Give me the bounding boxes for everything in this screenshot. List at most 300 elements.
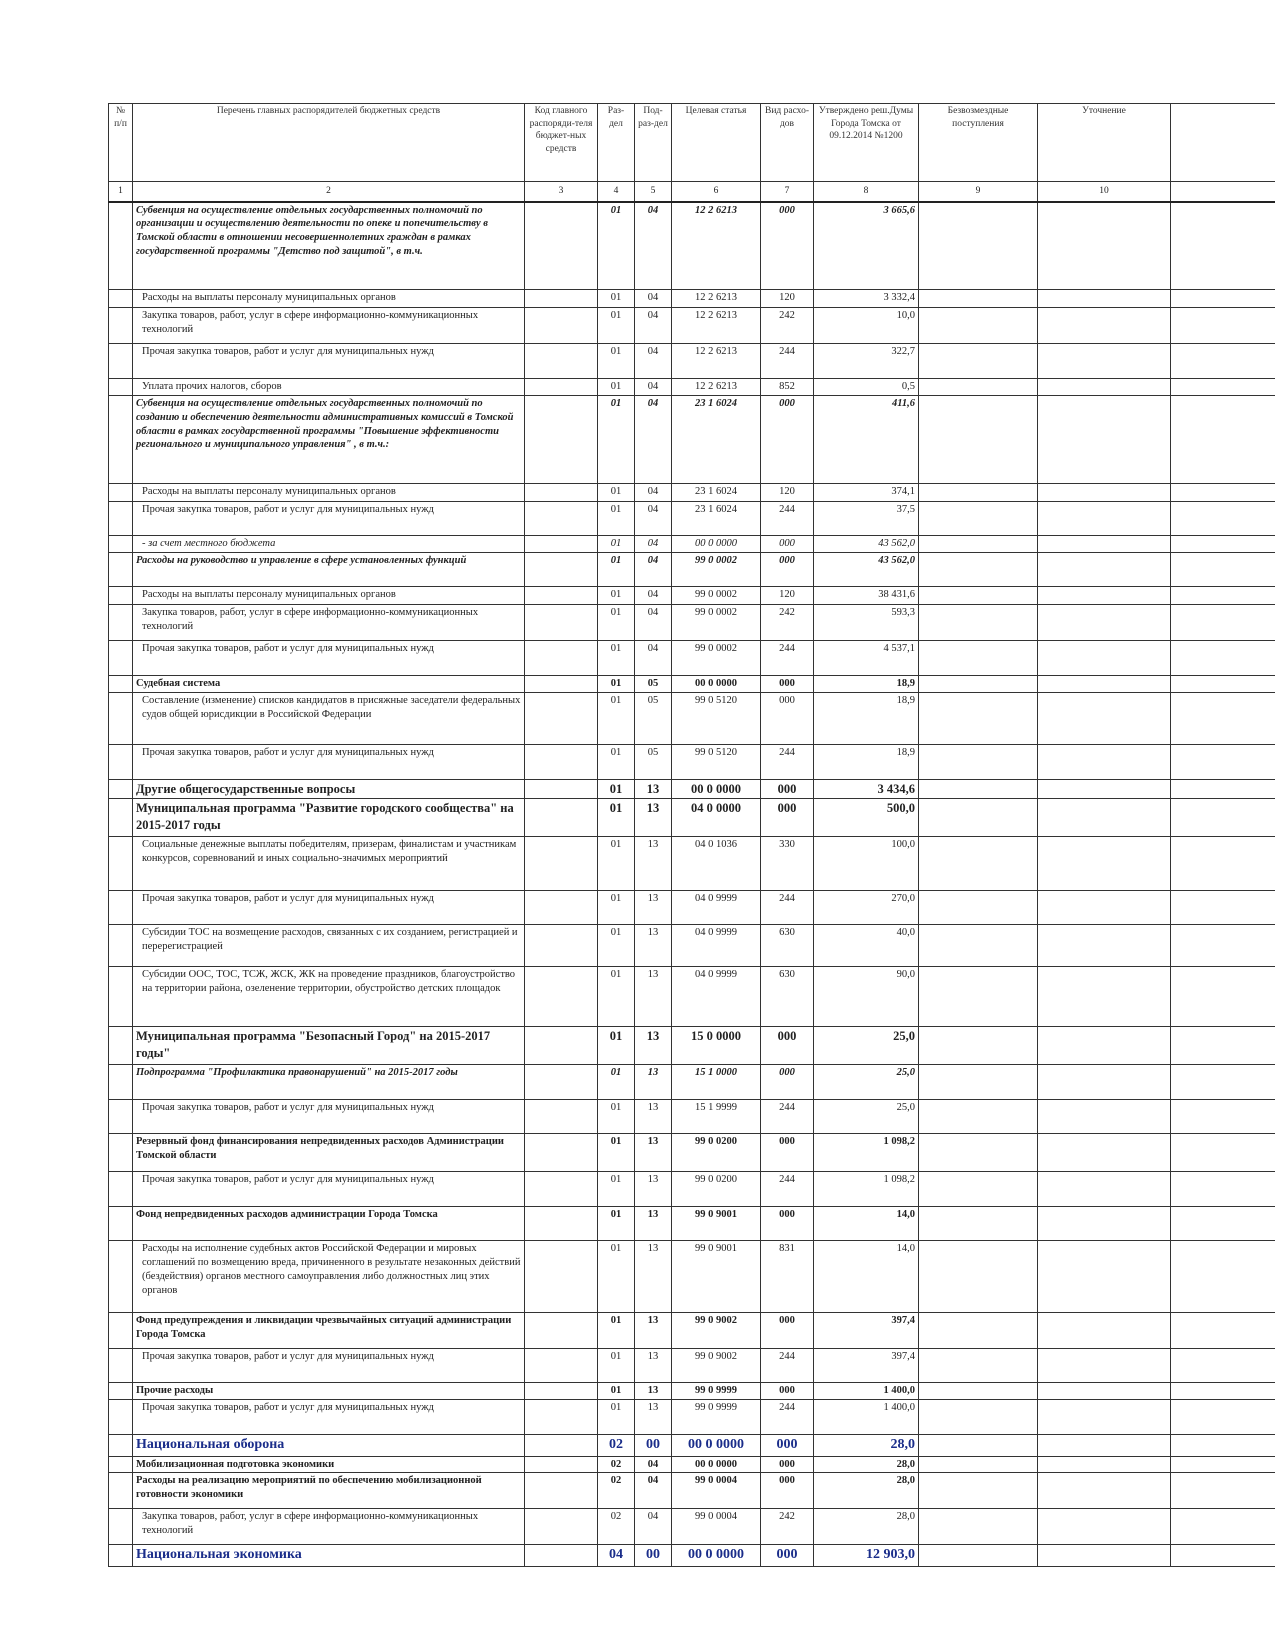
cell-target-article: 00 0 0000 — [672, 1435, 761, 1456]
cell-code — [525, 501, 598, 535]
cell-code — [525, 1207, 598, 1241]
cell-approved: 14,0 — [814, 1207, 919, 1241]
table-row — [109, 1027, 1275, 1065]
cell-extra — [1171, 379, 1275, 396]
header-gratuitous: Безвозмездные поступления — [919, 104, 1038, 182]
colnum: 7 — [761, 182, 814, 202]
cell-expense-type: 244 — [761, 640, 814, 675]
cell-target-article: 15 1 9999 — [672, 1100, 761, 1134]
cell-section: 01 — [598, 1349, 635, 1383]
cell-code — [525, 1241, 598, 1313]
cell-approved: 28,0 — [814, 1473, 919, 1509]
cell-subsection: 00 — [635, 1545, 672, 1566]
cell-clarification — [1038, 1134, 1171, 1172]
cell-index — [109, 1383, 133, 1400]
cell-gratuitous — [919, 1456, 1038, 1473]
cell-section: 01 — [598, 675, 635, 692]
cell-code — [525, 779, 598, 799]
cell-code — [525, 967, 598, 1027]
cell-name: Подпрограмма "Профилактика правонарушений" на 2015-2017 годы — [133, 1065, 525, 1100]
cell-target-article: 99 0 0200 — [672, 1134, 761, 1172]
header-recipients: Перечень главных распорядителей бюджетных средств — [133, 104, 525, 182]
cell-gratuitous — [919, 395, 1038, 483]
cell-target-article: 04 0 9999 — [672, 967, 761, 1027]
cell-expense-type: 000 — [761, 535, 814, 552]
colnum-extra — [1171, 182, 1275, 202]
cell-extra — [1171, 1545, 1275, 1566]
cell-extra — [1171, 1400, 1275, 1435]
header-subsection: Под-раз-дел — [635, 104, 672, 182]
cell-subsection: 13 — [635, 1207, 672, 1241]
cell-approved: 25,0 — [814, 1027, 919, 1065]
cell-section: 01 — [598, 640, 635, 675]
cell-section: 01 — [598, 552, 635, 586]
cell-target-article: 12 2 6213 — [672, 290, 761, 308]
cell-subsection: 04 — [635, 1509, 672, 1545]
table-row — [109, 1313, 1275, 1349]
cell-section: 04 — [598, 1545, 635, 1566]
cell-clarification — [1038, 640, 1171, 675]
table-row — [109, 1400, 1275, 1435]
cell-code — [525, 1100, 598, 1134]
table-body — [109, 202, 1275, 1567]
table-row — [109, 604, 1275, 640]
cell-index — [109, 308, 133, 344]
cell-clarification — [1038, 1349, 1171, 1383]
cell-subsection: 04 — [635, 604, 672, 640]
cell-clarification — [1038, 290, 1171, 308]
cell-target-article: 12 2 6213 — [672, 379, 761, 396]
cell-expense-type: 330 — [761, 837, 814, 891]
cell-gratuitous — [919, 1313, 1038, 1349]
cell-clarification — [1038, 675, 1171, 692]
cell-clarification — [1038, 1456, 1171, 1473]
cell-expense-type: 000 — [761, 692, 814, 744]
cell-index — [109, 483, 133, 501]
header-extra — [1171, 104, 1275, 182]
cell-clarification — [1038, 552, 1171, 586]
cell-code — [525, 535, 598, 552]
cell-gratuitous — [919, 744, 1038, 779]
cell-target-article: 00 0 0000 — [672, 779, 761, 799]
cell-section: 02 — [598, 1456, 635, 1473]
cell-extra — [1171, 483, 1275, 501]
cell-index — [109, 744, 133, 779]
cell-index — [109, 925, 133, 967]
cell-expense-type: 000 — [761, 1383, 814, 1400]
cell-target-article: 99 0 0002 — [672, 586, 761, 604]
cell-extra — [1171, 891, 1275, 925]
cell-code — [525, 202, 598, 290]
cell-expense-type: 244 — [761, 891, 814, 925]
cell-code — [525, 308, 598, 344]
cell-name: Расходы на реализацию мероприятий по обеспечению мобилизационной готовности экономики — [133, 1473, 525, 1509]
cell-clarification — [1038, 1065, 1171, 1100]
cell-extra — [1171, 1027, 1275, 1065]
budget-table — [108, 103, 1275, 1567]
header-row — [109, 104, 1275, 182]
cell-subsection: 04 — [635, 586, 672, 604]
cell-gratuitous — [919, 1435, 1038, 1456]
cell-index — [109, 1134, 133, 1172]
cell-section: 01 — [598, 290, 635, 308]
cell-gratuitous — [919, 1207, 1038, 1241]
cell-target-article: 15 1 0000 — [672, 1065, 761, 1100]
cell-expense-type: 000 — [761, 675, 814, 692]
cell-expense-type: 000 — [761, 779, 814, 799]
cell-index — [109, 967, 133, 1027]
cell-code — [525, 1134, 598, 1172]
cell-approved: 28,0 — [814, 1509, 919, 1545]
cell-expense-type: 000 — [761, 1545, 814, 1566]
cell-subsection: 13 — [635, 1172, 672, 1207]
cell-target-article: 23 1 6024 — [672, 395, 761, 483]
cell-gratuitous — [919, 675, 1038, 692]
table-row — [109, 290, 1275, 308]
cell-expense-type: 000 — [761, 1207, 814, 1241]
cell-index — [109, 1065, 133, 1100]
cell-subsection: 13 — [635, 779, 672, 799]
cell-expense-type: 244 — [761, 1100, 814, 1134]
cell-clarification — [1038, 1027, 1171, 1065]
cell-gratuitous — [919, 1172, 1038, 1207]
cell-clarification — [1038, 744, 1171, 779]
table-row — [109, 483, 1275, 501]
cell-code — [525, 1065, 598, 1100]
cell-expense-type: 000 — [761, 1065, 814, 1100]
cell-code — [525, 925, 598, 967]
cell-gratuitous — [919, 1065, 1038, 1100]
cell-subsection: 04 — [635, 640, 672, 675]
cell-clarification — [1038, 1313, 1171, 1349]
cell-name: Расходы на выплаты персоналу муниципальных органов — [133, 483, 525, 501]
cell-name: Закупка товаров, работ, услуг в сфере информационно-коммуникационных технологий — [133, 604, 525, 640]
cell-code — [525, 1545, 598, 1566]
cell-code — [525, 692, 598, 744]
cell-target-article: 99 0 9002 — [672, 1349, 761, 1383]
cell-subsection: 13 — [635, 925, 672, 967]
cell-name: Прочая закупка товаров, работ и услуг для муниципальных нужд — [133, 1100, 525, 1134]
cell-gratuitous — [919, 483, 1038, 501]
cell-expense-type: 831 — [761, 1241, 814, 1313]
cell-section: 01 — [598, 891, 635, 925]
cell-extra — [1171, 675, 1275, 692]
cell-approved: 28,0 — [814, 1456, 919, 1473]
cell-approved: 322,7 — [814, 344, 919, 379]
cell-name: Прочая закупка товаров, работ и услуг для муниципальных нужд — [133, 344, 525, 379]
cell-section: 01 — [598, 586, 635, 604]
cell-index — [109, 799, 133, 837]
cell-extra — [1171, 395, 1275, 483]
colnum: 4 — [598, 182, 635, 202]
cell-name: Прочая закупка товаров, работ и услуг для муниципальных нужд — [133, 640, 525, 675]
cell-index — [109, 675, 133, 692]
cell-expense-type: 244 — [761, 1400, 814, 1435]
cell-target-article: 99 0 5120 — [672, 744, 761, 779]
cell-name: Социальные денежные выплаты победителям, призерам, финалистам и участникам конкурсов, соревнований и иных социально-значимых мероприятий — [133, 837, 525, 891]
cell-clarification — [1038, 308, 1171, 344]
cell-section: 01 — [598, 483, 635, 501]
cell-subsection: 04 — [635, 379, 672, 396]
cell-code — [525, 640, 598, 675]
cell-gratuitous — [919, 779, 1038, 799]
cell-approved: 38 431,6 — [814, 586, 919, 604]
cell-clarification — [1038, 799, 1171, 837]
cell-code — [525, 1383, 598, 1400]
cell-target-article: 99 0 0200 — [672, 1172, 761, 1207]
cell-name: Муниципальная программа "Развитие городского сообщества" на 2015-2017 годы — [133, 799, 525, 837]
table-row — [109, 586, 1275, 604]
table-row — [109, 1545, 1275, 1566]
cell-name: Расходы на выплаты персоналу муниципальных органов — [133, 586, 525, 604]
cell-index — [109, 1349, 133, 1383]
cell-extra — [1171, 837, 1275, 891]
cell-code — [525, 799, 598, 837]
cell-approved: 43 562,0 — [814, 552, 919, 586]
cell-extra — [1171, 1207, 1275, 1241]
cell-name: Прочая закупка товаров, работ и услуг для муниципальных нужд — [133, 744, 525, 779]
cell-name: Прочая закупка товаров, работ и услуг для муниципальных нужд — [133, 501, 525, 535]
cell-extra — [1171, 1435, 1275, 1456]
cell-expense-type: 242 — [761, 308, 814, 344]
cell-index — [109, 290, 133, 308]
cell-clarification — [1038, 604, 1171, 640]
cell-approved: 12 903,0 — [814, 1545, 919, 1566]
cell-name: Уплата прочих налогов, сборов — [133, 379, 525, 396]
cell-subsection: 13 — [635, 967, 672, 1027]
cell-section: 01 — [598, 535, 635, 552]
cell-gratuitous — [919, 501, 1038, 535]
cell-subsection: 13 — [635, 1241, 672, 1313]
cell-approved: 1 098,2 — [814, 1172, 919, 1207]
cell-clarification — [1038, 837, 1171, 891]
table-row — [109, 552, 1275, 586]
cell-index — [109, 1456, 133, 1473]
cell-target-article: 04 0 0000 — [672, 799, 761, 837]
cell-target-article: 99 0 9001 — [672, 1241, 761, 1313]
cell-clarification — [1038, 1509, 1171, 1545]
cell-approved: 43 562,0 — [814, 535, 919, 552]
cell-subsection: 13 — [635, 1400, 672, 1435]
cell-extra — [1171, 692, 1275, 744]
cell-extra — [1171, 501, 1275, 535]
table-row — [109, 744, 1275, 779]
cell-clarification — [1038, 1473, 1171, 1509]
cell-approved: 25,0 — [814, 1065, 919, 1100]
cell-section: 01 — [598, 202, 635, 290]
cell-target-article: 12 2 6213 — [672, 308, 761, 344]
cell-target-article: 99 0 0002 — [672, 552, 761, 586]
cell-section: 01 — [598, 967, 635, 1027]
cell-subsection: 13 — [635, 837, 672, 891]
cell-target-article: 04 0 9999 — [672, 891, 761, 925]
cell-code — [525, 891, 598, 925]
cell-expense-type: 244 — [761, 744, 814, 779]
cell-index — [109, 1100, 133, 1134]
cell-clarification — [1038, 586, 1171, 604]
cell-approved: 500,0 — [814, 799, 919, 837]
cell-clarification — [1038, 891, 1171, 925]
cell-gratuitous — [919, 1100, 1038, 1134]
cell-name: Национальная оборона — [133, 1435, 525, 1456]
table-row — [109, 1241, 1275, 1313]
cell-index — [109, 837, 133, 891]
cell-index — [109, 1241, 133, 1313]
cell-index — [109, 1027, 133, 1065]
cell-gratuitous — [919, 1383, 1038, 1400]
cell-approved: 397,4 — [814, 1313, 919, 1349]
cell-approved: 593,3 — [814, 604, 919, 640]
cell-index — [109, 1473, 133, 1509]
cell-extra — [1171, 640, 1275, 675]
cell-clarification — [1038, 501, 1171, 535]
cell-approved: 3 665,6 — [814, 202, 919, 290]
cell-name: Прочая закупка товаров, работ и услуг для муниципальных нужд — [133, 1172, 525, 1207]
table-row — [109, 395, 1275, 483]
cell-name: Судебная система — [133, 675, 525, 692]
cell-expense-type: 244 — [761, 344, 814, 379]
cell-extra — [1171, 1134, 1275, 1172]
cell-subsection: 04 — [635, 552, 672, 586]
cell-subsection: 05 — [635, 744, 672, 779]
cell-expense-type: 120 — [761, 586, 814, 604]
cell-code — [525, 552, 598, 586]
column-number-row — [109, 182, 1275, 202]
cell-gratuitous — [919, 1134, 1038, 1172]
cell-clarification — [1038, 925, 1171, 967]
cell-subsection: 04 — [635, 1473, 672, 1509]
colnum: 9 — [919, 182, 1038, 202]
cell-name: Прочая закупка товаров, работ и услуг для муниципальных нужд — [133, 1400, 525, 1435]
cell-expense-type: 000 — [761, 552, 814, 586]
cell-target-article: 00 0 0000 — [672, 535, 761, 552]
cell-index — [109, 1172, 133, 1207]
cell-expense-type: 242 — [761, 604, 814, 640]
table-row — [109, 1065, 1275, 1100]
cell-target-article: 99 0 9999 — [672, 1383, 761, 1400]
cell-index — [109, 692, 133, 744]
cell-index — [109, 379, 133, 396]
cell-subsection: 13 — [635, 1100, 672, 1134]
cell-approved: 1 400,0 — [814, 1400, 919, 1435]
cell-code — [525, 1313, 598, 1349]
cell-section: 01 — [598, 1100, 635, 1134]
cell-code — [525, 344, 598, 379]
cell-name: Расходы на руководство и управление в сфере установленных функций — [133, 552, 525, 586]
cell-target-article: 99 0 0004 — [672, 1473, 761, 1509]
cell-subsection: 05 — [635, 692, 672, 744]
cell-name: Расходы на исполнение судебных актов Российской Федерации и мировых соглашений по возмещению вреда, причиненного в результате незаконных действий (бездействия) органов местного самоуправления либо должностных лиц этих органов — [133, 1241, 525, 1313]
cell-code — [525, 837, 598, 891]
cell-code — [525, 1435, 598, 1456]
cell-clarification — [1038, 692, 1171, 744]
table-row — [109, 837, 1275, 891]
cell-approved: 28,0 — [814, 1435, 919, 1456]
cell-name: Прочие расходы — [133, 1383, 525, 1400]
cell-index — [109, 535, 133, 552]
cell-section: 01 — [598, 1207, 635, 1241]
table-row — [109, 1435, 1275, 1456]
cell-subsection: 13 — [635, 1383, 672, 1400]
table-row — [109, 1172, 1275, 1207]
cell-clarification — [1038, 535, 1171, 552]
cell-code — [525, 1172, 598, 1207]
cell-gratuitous — [919, 379, 1038, 396]
cell-gratuitous — [919, 202, 1038, 290]
cell-section: 01 — [598, 1027, 635, 1065]
cell-subsection: 00 — [635, 1435, 672, 1456]
colnum: 5 — [635, 182, 672, 202]
cell-expense-type: 120 — [761, 483, 814, 501]
cell-expense-type: 000 — [761, 1134, 814, 1172]
cell-section: 01 — [598, 1313, 635, 1349]
cell-subsection: 13 — [635, 891, 672, 925]
cell-gratuitous — [919, 925, 1038, 967]
cell-code — [525, 1400, 598, 1435]
cell-section: 01 — [598, 799, 635, 837]
cell-gratuitous — [919, 891, 1038, 925]
cell-name: Расходы на выплаты персоналу муниципальных органов — [133, 290, 525, 308]
cell-section: 01 — [598, 379, 635, 396]
cell-extra — [1171, 1509, 1275, 1545]
table-row — [109, 675, 1275, 692]
cell-name: Фонд непредвиденных расходов администрации Города Томска — [133, 1207, 525, 1241]
cell-gratuitous — [919, 1241, 1038, 1313]
cell-gratuitous — [919, 308, 1038, 344]
cell-gratuitous — [919, 799, 1038, 837]
cell-approved: 90,0 — [814, 967, 919, 1027]
cell-approved: 0,5 — [814, 379, 919, 396]
cell-expense-type: 852 — [761, 379, 814, 396]
table-row — [109, 692, 1275, 744]
cell-index — [109, 344, 133, 379]
cell-target-article: 99 0 0004 — [672, 1509, 761, 1545]
cell-name: Закупка товаров, работ, услуг в сфере информационно-коммуникационных технологий — [133, 1509, 525, 1545]
cell-gratuitous — [919, 1545, 1038, 1566]
cell-extra — [1171, 1349, 1275, 1383]
cell-extra — [1171, 1383, 1275, 1400]
table-row — [109, 967, 1275, 1027]
cell-section: 02 — [598, 1473, 635, 1509]
cell-clarification — [1038, 395, 1171, 483]
cell-target-article: 12 2 6213 — [672, 202, 761, 290]
cell-target-article: 00 0 0000 — [672, 675, 761, 692]
cell-extra — [1171, 1100, 1275, 1134]
cell-expense-type: 244 — [761, 1172, 814, 1207]
cell-extra — [1171, 1065, 1275, 1100]
cell-code — [525, 379, 598, 396]
cell-subsection: 13 — [635, 1134, 672, 1172]
cell-target-article: 23 1 6024 — [672, 483, 761, 501]
cell-name: Субвенция на осуществление отдельных государственных полномочий по организации и осуществлению деятельности по опеке и попечительству в Томской области в отношении несовершеннолетних граждан в рамках государственной программы "Детство под защитой", в т.ч. — [133, 202, 525, 290]
cell-subsection: 04 — [635, 202, 672, 290]
cell-name: Муниципальная программа "Безопасный Город" на 2015-2017 годы" — [133, 1027, 525, 1065]
cell-subsection: 04 — [635, 1456, 672, 1473]
cell-section: 01 — [598, 1383, 635, 1400]
cell-gratuitous — [919, 1027, 1038, 1065]
cell-index — [109, 1400, 133, 1435]
cell-code — [525, 395, 598, 483]
colnum: 8 — [814, 182, 919, 202]
colnum: 10 — [1038, 182, 1171, 202]
cell-extra — [1171, 202, 1275, 290]
cell-index — [109, 552, 133, 586]
cell-gratuitous — [919, 290, 1038, 308]
cell-extra — [1171, 552, 1275, 586]
table-row — [109, 779, 1275, 799]
cell-expense-type: 000 — [761, 1473, 814, 1509]
cell-code — [525, 586, 598, 604]
